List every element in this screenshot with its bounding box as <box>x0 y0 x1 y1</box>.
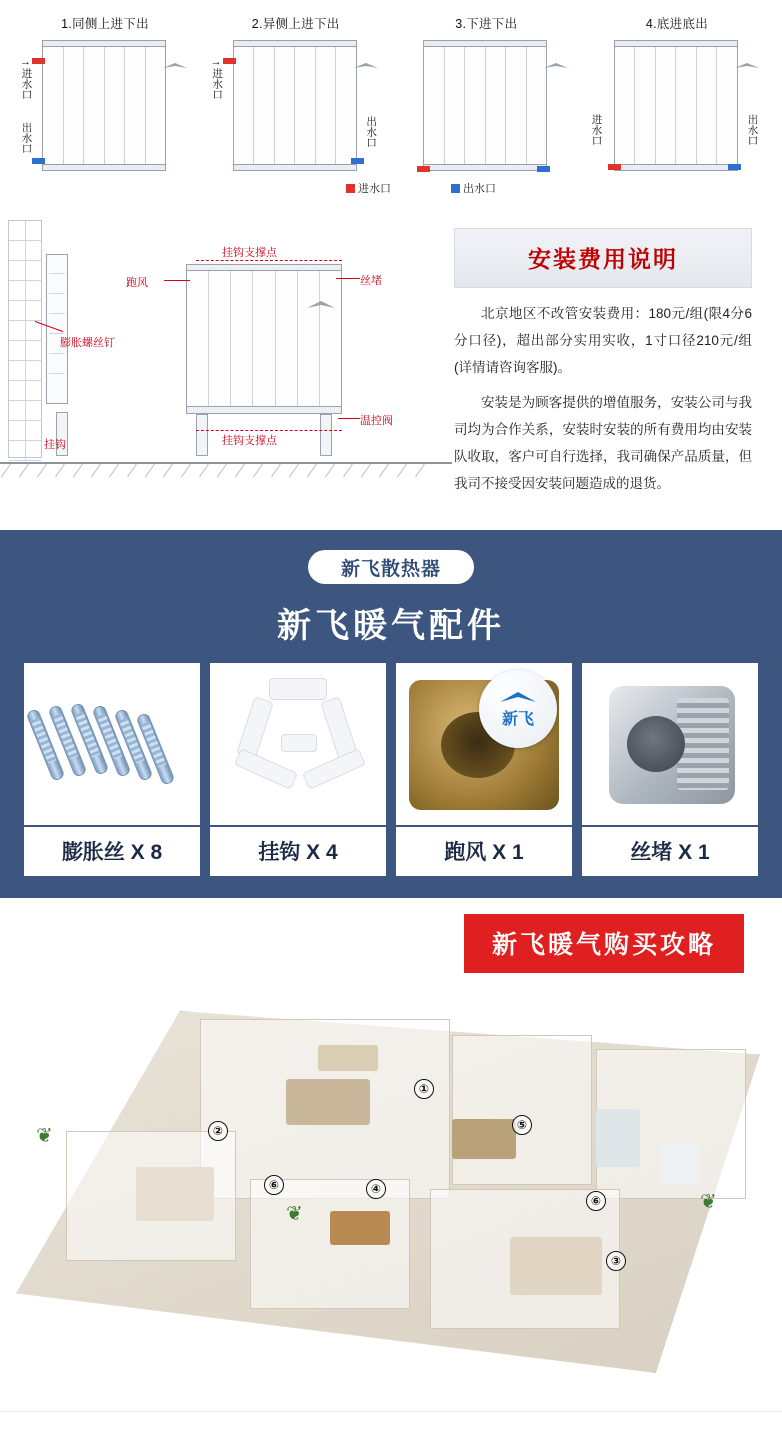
annotation-hook: 挂钩 <box>44 439 66 451</box>
accessory-card-hook[interactable] <box>210 663 386 876</box>
accessories-title: 新飞暖气配件 <box>277 607 505 645</box>
radiator-front-view <box>186 270 342 412</box>
radiator-bottom-cap <box>423 164 547 171</box>
guide-banner <box>464 914 744 973</box>
connection-diagram-row <box>0 14 782 178</box>
connection-legend <box>0 180 782 196</box>
annotation-plug-line <box>336 278 360 279</box>
inlet-arrow-icon: → <box>20 56 31 68</box>
annotation-plug: 丝堵 <box>360 275 382 287</box>
annotation-expansion-screw: 膨胀螺丝钉 <box>60 337 115 349</box>
outlet-color-swatch <box>451 184 460 193</box>
radiator-illustration <box>205 38 387 178</box>
radiator-body <box>233 46 357 166</box>
buy-guide-section <box>0 898 782 1441</box>
outlet-port <box>537 166 550 172</box>
guide-banner-label: 新飞暖气购买攻略 <box>491 931 716 959</box>
annotation-valve-line <box>338 418 360 419</box>
room-dining <box>452 1035 592 1185</box>
connection-diagrams-section <box>0 0 782 206</box>
legend-inlet-label: 进水口 <box>358 183 391 195</box>
plant-icon-2: ❦ <box>286 1203 303 1225</box>
inlet-port <box>223 58 236 64</box>
fee-banner <box>454 228 752 288</box>
accessories-pill <box>308 550 474 584</box>
wall-bricks <box>8 220 42 458</box>
outlet-label: 出水口 <box>746 114 759 146</box>
inlet-label: 进水口 <box>20 68 33 100</box>
fee-description-panel <box>452 214 768 514</box>
expansion-bolt-image <box>24 663 200 825</box>
legend-inlet <box>346 180 391 196</box>
accessories-section <box>0 530 782 898</box>
outlet-label: 出水口 <box>365 116 378 148</box>
diagram-title: 3.下进下出 <box>455 17 518 31</box>
brand-logo-icon <box>543 62 569 71</box>
marker-6b: ⑥ <box>586 1191 606 1211</box>
air-vent-cap <box>479 670 557 748</box>
inlet-port <box>417 166 430 172</box>
radiator-body <box>614 46 738 166</box>
installation-diagram <box>0 214 452 514</box>
hook-image <box>210 663 386 825</box>
bed-1 <box>136 1167 214 1221</box>
radiator-leg-left <box>196 414 208 456</box>
radiator-bottom-cap <box>42 164 166 171</box>
outlet-label: 出水口 <box>20 122 33 154</box>
accessory-label: 跑风 X 1 <box>396 825 572 876</box>
annotation-air-vent: 跑风 <box>126 277 148 289</box>
radiator-body <box>42 46 166 166</box>
diagram-title: 1.同侧上进下出 <box>61 17 149 31</box>
inlet-port <box>608 164 621 170</box>
washing-machine <box>660 1143 700 1183</box>
support-point-guide-top <box>196 260 342 261</box>
diagram-title: 4.底进底出 <box>645 17 709 31</box>
marker-6a: ⑥ <box>264 1175 284 1195</box>
annotation-hook-support-bottom: 挂钩支撑点 <box>222 435 277 447</box>
annotation-air-vent-line <box>164 280 190 281</box>
brand-logo-icon <box>353 62 379 71</box>
desk <box>330 1211 390 1245</box>
diagram-title: 2.异侧上进下出 <box>251 17 340 31</box>
marker-4: ④ <box>366 1179 386 1199</box>
plant-icon-1: ❦ <box>36 1125 53 1147</box>
radiator-leg-right <box>320 414 332 456</box>
brand-logo-icon <box>734 62 760 71</box>
outlet-port <box>32 158 45 164</box>
fee-paragraph-2: 安装是为顾客提供的增值服务，安装公司与我司均为合作关系，安装时安装的所有费用均由安装队收取，客户可自行选择，我司确保产品质量，但我司不接受因安装问题造成的退货。 <box>454 395 752 491</box>
marker-1: ① <box>414 1079 434 1099</box>
inlet-color-swatch <box>346 184 355 193</box>
tv-cabinet <box>318 1045 378 1071</box>
brand-bird-icon <box>498 690 538 706</box>
inlet-port <box>32 58 45 64</box>
annotation-hook-support-top: 挂钩支撑点 <box>222 247 277 259</box>
radiator-illustration <box>14 38 196 178</box>
accessory-card-plug[interactable] <box>582 663 758 876</box>
brand-mark-label: 新飞 <box>501 710 534 728</box>
floorplan-illustration <box>0 983 782 1403</box>
brand-logo-icon <box>306 300 336 311</box>
connection-diagram-3 <box>395 14 577 178</box>
bed-2 <box>510 1237 602 1295</box>
inlet-label: 进水口 <box>590 114 603 146</box>
accessory-label: 丝堵 X 1 <box>582 825 758 876</box>
radiator-bottom-cap <box>233 164 357 171</box>
connection-diagram-2 <box>205 14 387 178</box>
accessories-pill-label: 新飞散热器 <box>340 558 441 580</box>
outlet-port <box>351 158 364 164</box>
plant-icon-3: ❦ <box>700 1191 717 1213</box>
accessory-card-air-vent[interactable] <box>396 663 572 876</box>
air-vent-image <box>396 663 572 825</box>
inlet-label: 进水口 <box>211 68 224 100</box>
page-bottom-strip <box>0 1411 782 1441</box>
fee-banner-title: 安装费用说明 <box>528 246 678 272</box>
support-point-guide-bottom <box>196 430 342 431</box>
radiator-bottom-cap <box>614 164 738 171</box>
fee-paragraph-1: 北京地区不改管安装费用：180元/组(限4分6分口径)，超出部分实用实收，1寸口径210元/组(详情请咨询客服)。 <box>454 306 752 375</box>
accessory-label: 膨胀丝 X 8 <box>24 825 200 876</box>
annotation-thermostatic-valve: 温控阀 <box>360 415 393 427</box>
accessories-grid <box>0 663 782 876</box>
radiator-bottom-cap <box>186 406 342 414</box>
installation-section <box>0 206 782 530</box>
floor-hatching <box>0 464 452 482</box>
legend-outlet-label: 出水口 <box>463 183 496 195</box>
plug-image <box>582 663 758 825</box>
brand-logo-icon <box>162 62 188 71</box>
radiator-body <box>423 46 547 166</box>
radiator-illustration <box>586 38 768 178</box>
outlet-port <box>728 164 741 170</box>
inlet-arrow-icon: → <box>210 56 222 68</box>
marker-3: ③ <box>606 1251 626 1271</box>
dining-table <box>452 1119 516 1159</box>
marker-2: ② <box>208 1121 228 1141</box>
sofa <box>286 1079 370 1125</box>
connection-diagram-1 <box>14 14 196 178</box>
radiator-illustration <box>395 38 577 178</box>
connection-diagram-4 <box>586 14 768 178</box>
guide-banner-wrap <box>0 914 782 973</box>
fridge <box>596 1109 640 1167</box>
accessory-label: 挂钩 X 4 <box>210 825 386 876</box>
marker-5: ⑤ <box>512 1115 532 1135</box>
accessory-card-expansion-bolt[interactable] <box>24 663 200 876</box>
legend-outlet <box>451 180 496 196</box>
